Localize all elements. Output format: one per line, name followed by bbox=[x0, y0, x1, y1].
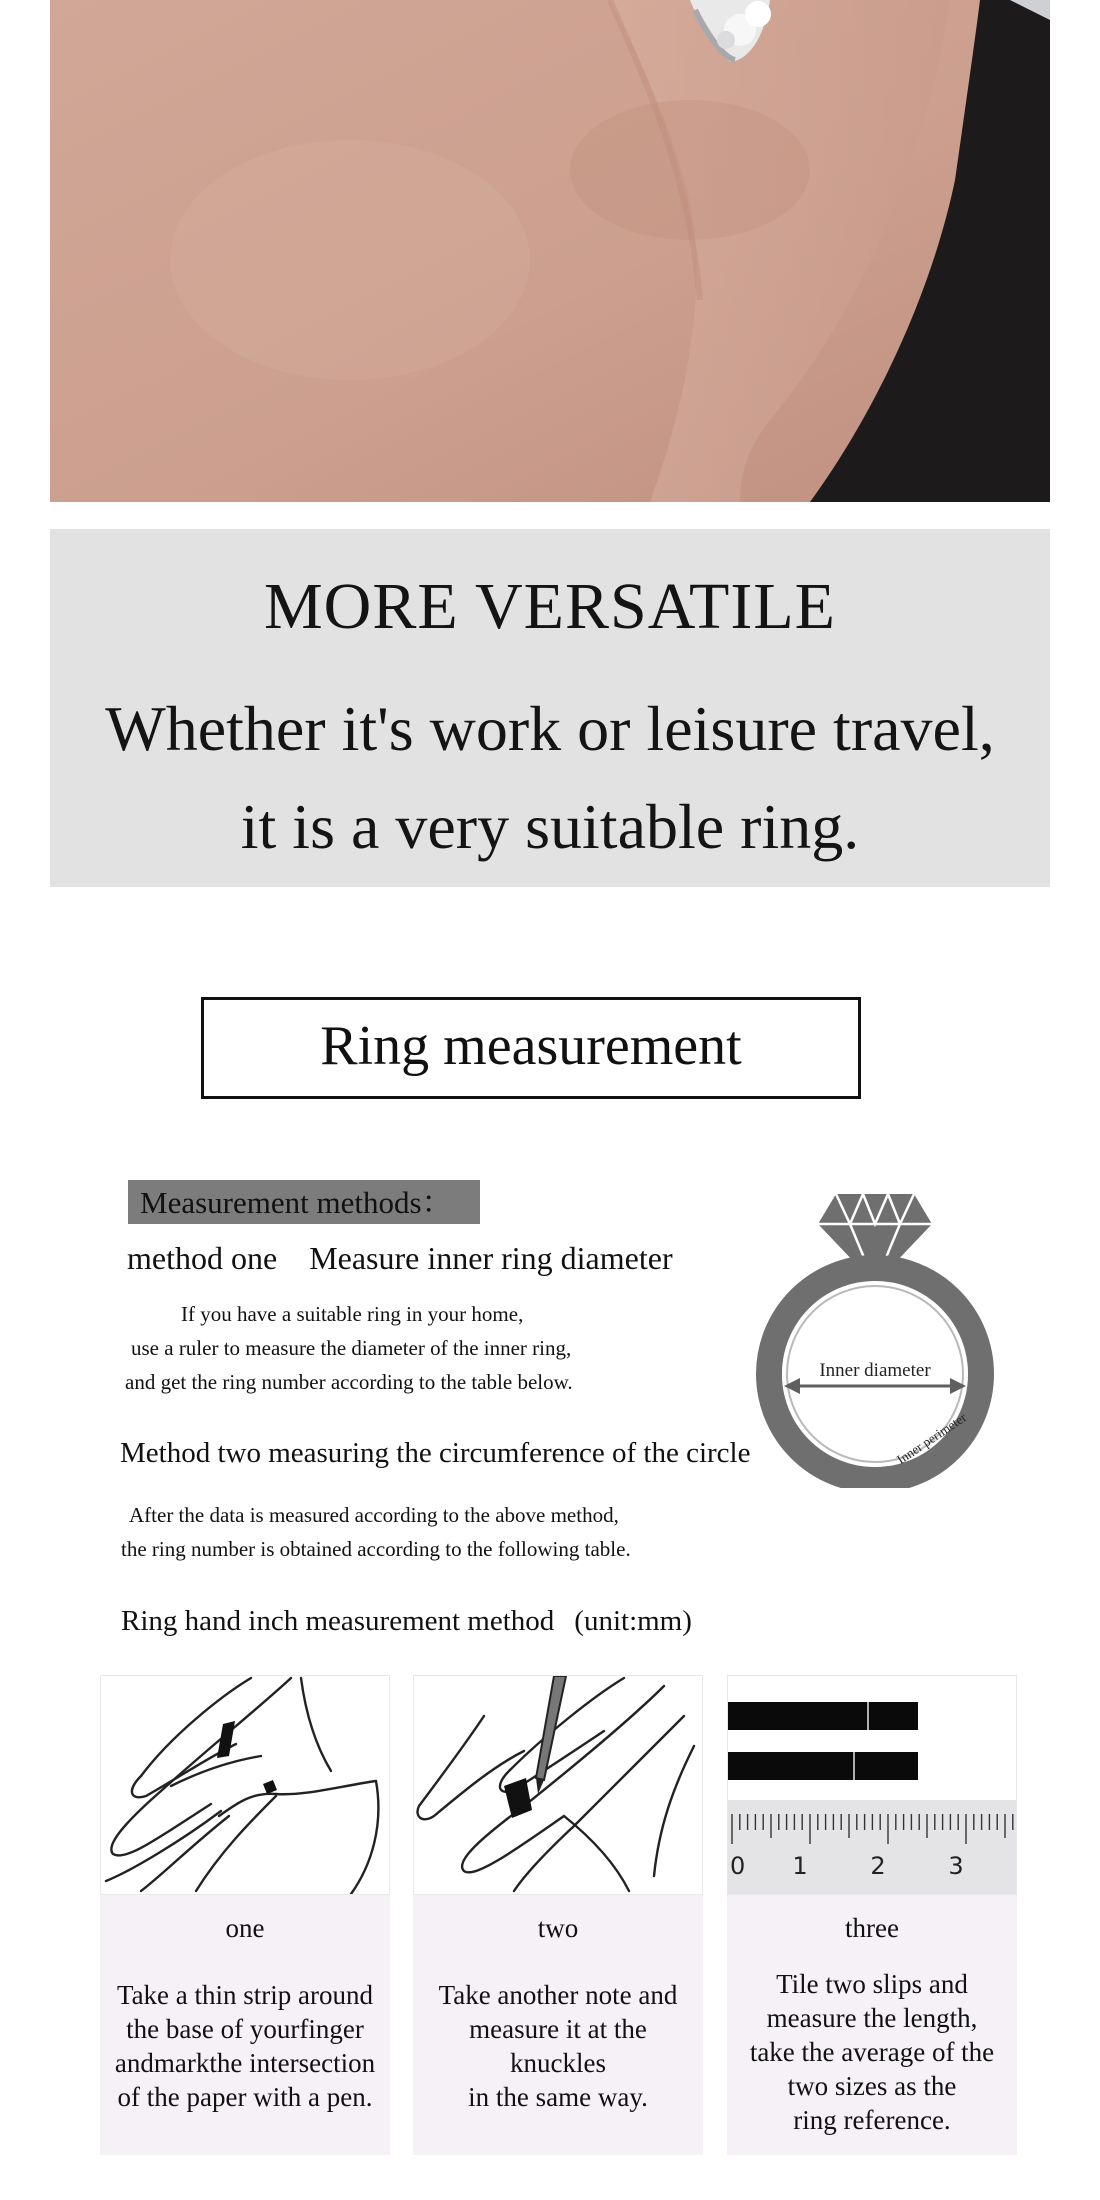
hand-measurement-heading bbox=[121, 1605, 692, 1638]
step-one-line: the base of yourfinger bbox=[126, 2014, 364, 2044]
method-one-name: method one bbox=[127, 1240, 278, 1276]
step-two-illustration bbox=[413, 1675, 703, 1895]
ring-measurement-heading: Ring measurement bbox=[201, 997, 861, 1099]
step-one-description bbox=[100, 1978, 390, 2114]
hero-photo bbox=[50, 0, 1050, 502]
step-three-line: Tile two slips and bbox=[776, 1969, 968, 1999]
step-one-illustration bbox=[100, 1675, 390, 1895]
versatile-banner bbox=[50, 529, 1050, 887]
step-two-line: measure it at the bbox=[469, 2014, 647, 2044]
hand-method-unit: (unit:mm) bbox=[574, 1605, 692, 1637]
step-two-line: knuckles bbox=[510, 2048, 606, 2078]
inner-perimeter-label: Inner perimeter bbox=[893, 1409, 970, 1467]
ring-diagram-illustration bbox=[750, 1188, 1000, 1488]
method-two-line: the ring number is obtained according to the following table. bbox=[121, 1537, 631, 1561]
method-one-line: and get the ring number according to the table below. bbox=[125, 1370, 573, 1394]
ruler-label: 3 bbox=[948, 1852, 964, 1880]
method-two-line: After the data is measured according to the above method, bbox=[129, 1503, 619, 1527]
step-three-line: take the average of the bbox=[749, 2037, 995, 2067]
measurement-methods-label: Measurement methods： bbox=[128, 1180, 480, 1224]
method-one-title: Measure inner ring diameter bbox=[309, 1240, 673, 1276]
hand-with-ring-image bbox=[50, 0, 1050, 502]
method-one-description bbox=[125, 1297, 573, 1399]
step-two-number: two bbox=[537, 1913, 579, 1943]
step-three-line: ring reference. bbox=[793, 2105, 951, 2135]
step-three-line: two sizes as the bbox=[787, 2071, 957, 2101]
step-three-illustration bbox=[727, 1675, 1017, 1895]
versatile-line-1: Whether it's work or leisure travel, bbox=[105, 693, 995, 764]
hand-with-pen-icon bbox=[414, 1676, 702, 1894]
step-card-three bbox=[727, 1675, 1017, 2155]
hand-method-title: Ring hand inch measurement method bbox=[121, 1605, 555, 1637]
ruler-label: 0 bbox=[730, 1852, 746, 1880]
method-two-description bbox=[121, 1498, 631, 1566]
hand-with-strip-icon bbox=[101, 1676, 389, 1894]
step-card-one bbox=[100, 1675, 390, 2155]
versatile-line-2: it is a very suitable ring. bbox=[240, 791, 860, 862]
step-one-line: andmarkthe intersection bbox=[114, 2048, 376, 2078]
step-one-number: one bbox=[225, 1913, 265, 1943]
step-three-description bbox=[727, 1967, 1017, 2137]
inner-diameter-label: Inner diameter bbox=[819, 1360, 931, 1381]
method-one-line: If you have a suitable ring in your home, bbox=[181, 1302, 524, 1326]
method-one-heading bbox=[127, 1240, 673, 1277]
ruler-label: 2 bbox=[870, 1852, 886, 1880]
ring-diagram bbox=[750, 1188, 1000, 1488]
step-one-line: Take a thin strip around bbox=[116, 1980, 374, 2010]
step-one-line: of the paper with a pen. bbox=[117, 2082, 373, 2112]
step-card-two bbox=[413, 1675, 703, 2155]
step-two-description bbox=[413, 1978, 703, 2114]
method-two-heading: Method two measuring the circumference of the circle bbox=[120, 1437, 751, 1469]
method-one-line: use a ruler to measure the diameter of the inner ring, bbox=[131, 1336, 572, 1360]
versatile-title: MORE VERSATILE bbox=[264, 570, 836, 643]
step-two-line: Take another note and bbox=[438, 1980, 678, 2010]
step-two-line: in the same way. bbox=[468, 2082, 648, 2112]
ruler-label: 1 bbox=[792, 1852, 808, 1880]
step-three-number: three bbox=[845, 1913, 899, 1943]
step-three-line: measure the length, bbox=[766, 2003, 978, 2033]
ruler-with-strips-icon bbox=[728, 1676, 1016, 1894]
